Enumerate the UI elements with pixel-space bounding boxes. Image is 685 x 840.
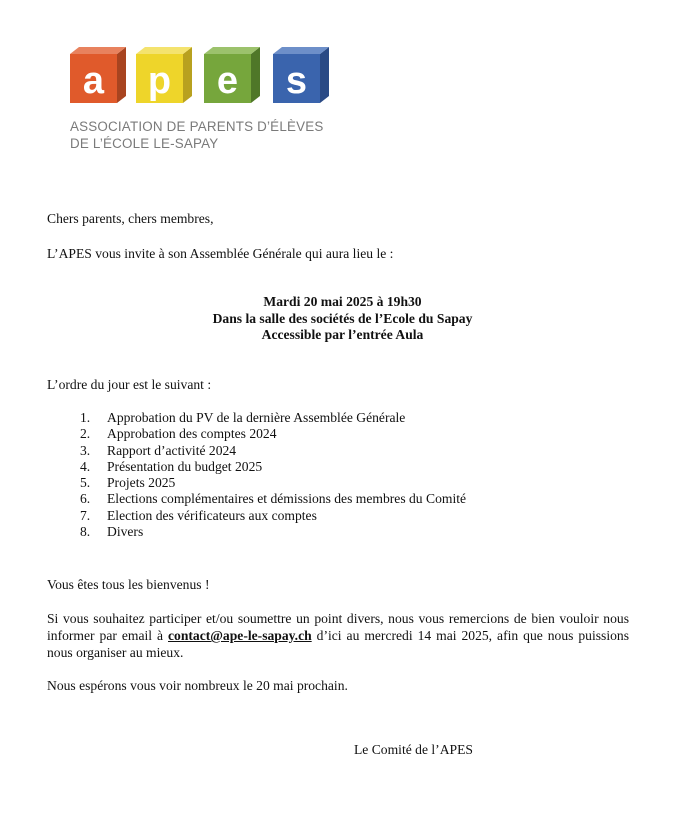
agenda-item xyxy=(80,426,466,442)
logo-block-e xyxy=(204,47,260,103)
agenda-item xyxy=(80,491,466,507)
agenda-item xyxy=(80,475,466,491)
svg-text:e: e xyxy=(216,60,239,102)
agenda-item-number: 4. xyxy=(80,458,91,474)
participation-text-before: Si vous souhaitez participer et/ou soumettre un point divers, nous vous remercions de bien vouloir nous informer par email à xyxy=(47,611,629,643)
agenda-item-text: Rapport d’activité 2024 xyxy=(107,442,237,458)
agenda-item-text: Projets 2025 xyxy=(107,475,176,491)
event-details xyxy=(0,294,685,344)
organization-name xyxy=(70,118,324,152)
logo-block-s xyxy=(273,47,329,103)
agenda-item-text: Elections complémentaires et démissions des membres du Comité xyxy=(107,491,467,507)
agenda-item-text: Présentation du budget 2025 xyxy=(107,458,263,474)
svg-text:s: s xyxy=(285,60,308,102)
org-line-1: ASSOCIATION DE PARENTS D’ÉLÈVES xyxy=(70,119,324,134)
agenda-item-number: 1. xyxy=(80,410,91,425)
agenda-item-number: 3. xyxy=(80,442,91,458)
agenda-item-text: Election des vérificateurs aux comptes xyxy=(107,507,317,523)
event-place: Dans la salle des sociétés de l’Ecole du Sapay xyxy=(212,310,473,326)
agenda-list xyxy=(80,410,466,540)
closing-text: Nous espérons vous voir nombreux le 20 mai prochain. xyxy=(47,678,348,693)
agenda-item-number: 7. xyxy=(80,507,91,523)
event-access: Accessible par l’entrée Aula xyxy=(261,327,424,342)
agenda-item-number: 2. xyxy=(80,426,91,442)
logo-block-p xyxy=(136,47,192,103)
signature: Le Comité de l’APES xyxy=(354,742,473,757)
agenda-item-text: Approbation des comptes 2024 xyxy=(107,426,277,442)
agenda-item-number: 8. xyxy=(80,524,91,540)
logo-block-a xyxy=(70,47,126,103)
email-link[interactable]: contact@ape-le-sapay.ch xyxy=(168,628,312,643)
agenda-item xyxy=(80,459,466,475)
apes-logo-blocks xyxy=(70,46,340,106)
agenda-item xyxy=(80,508,466,524)
participation-paragraph xyxy=(47,610,629,661)
invitation-text: L’APES vous invite à son Assemblée Générale qui aura lieu le : xyxy=(47,246,394,261)
agenda-item xyxy=(80,410,466,426)
apes-logo xyxy=(70,46,340,156)
event-date: Mardi 20 mai 2025 à 19h30 xyxy=(263,294,422,309)
agenda-item xyxy=(80,524,466,540)
agenda-item-number: 5. xyxy=(80,475,91,491)
participation-text-after: d’ici au mercredi 14 mai 2025, afin que nous puissions nous organiser au mieux. xyxy=(47,628,629,660)
org-line-2: DE L’ÉCOLE LE-SAPAY xyxy=(70,136,219,151)
agenda-item-text: Divers xyxy=(107,524,144,540)
svg-text:p: p xyxy=(147,60,172,102)
svg-text:a: a xyxy=(82,60,105,102)
agenda-intro: L’ordre du jour est le suivant : xyxy=(47,377,212,392)
greeting: Chers parents, chers membres, xyxy=(47,211,214,226)
agenda-item xyxy=(80,443,466,459)
agenda-item-number: 6. xyxy=(80,491,91,507)
welcome-text: Vous êtes tous les bienvenus ! xyxy=(47,577,210,592)
agenda-item-text: Approbation du PV de la dernière Assemblée Générale xyxy=(107,410,406,425)
